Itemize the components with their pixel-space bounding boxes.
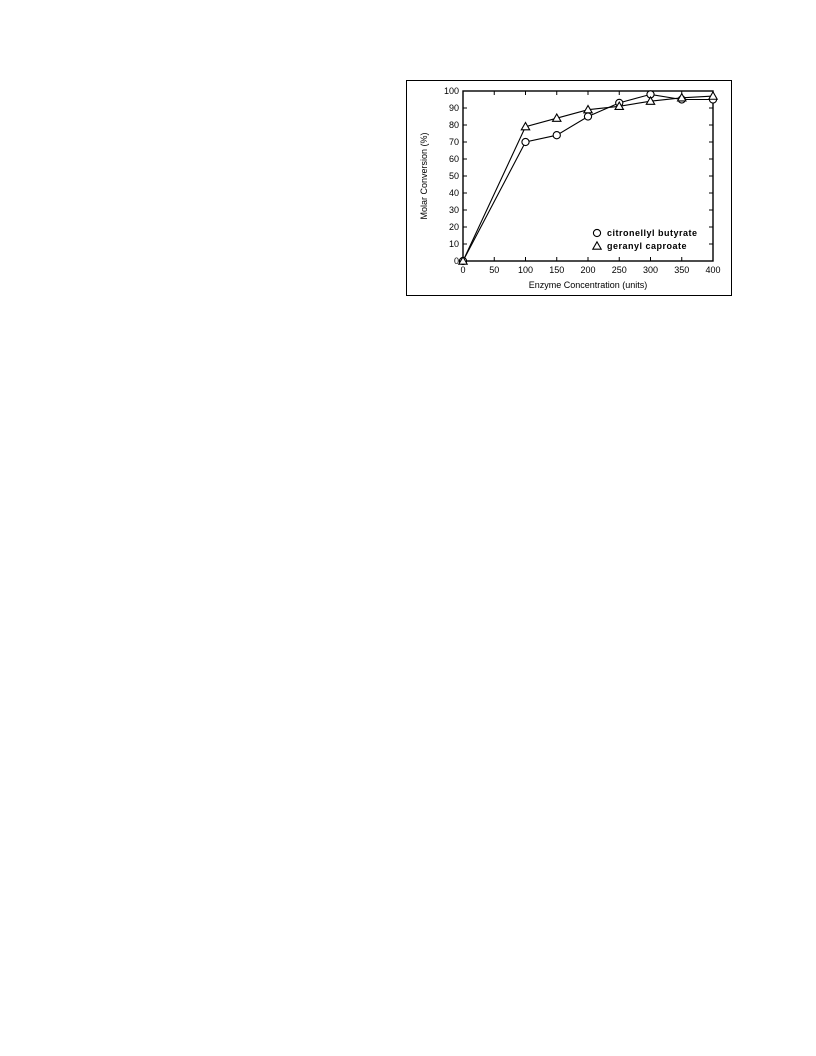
y-tick-label: 80 [448, 120, 459, 130]
legend-marker-triangle [593, 242, 601, 249]
x-axis-label: Enzyme Concentration (units) [528, 280, 648, 290]
y-tick-label: 40 [448, 188, 459, 198]
legend-marker-circle [593, 229, 600, 236]
y-tick-label: 30 [448, 205, 459, 215]
line-chart [407, 81, 733, 297]
x-tick-label: 350 [674, 265, 690, 275]
y-tick-label: 0 [453, 256, 459, 266]
x-tick-label: 400 [705, 265, 721, 275]
data-point-triangle [709, 92, 717, 99]
y-tick-label: 10 [448, 239, 459, 249]
x-tick-label: 0 [460, 265, 466, 275]
y-axis-label: Molar Conversion (%) [419, 132, 429, 220]
series-markers-circle [459, 91, 716, 265]
x-tick-label: 250 [611, 265, 627, 275]
data-point-circle [584, 113, 591, 120]
x-tick-label: 50 [489, 265, 500, 275]
y-tick-label: 50 [448, 171, 459, 181]
series [459, 91, 717, 265]
legend-label: citronellyl butyrate [607, 228, 698, 238]
y-tick-label: 100 [443, 86, 459, 96]
data-point-circle [553, 132, 560, 139]
y-tick-label: 90 [448, 103, 459, 113]
x-tick-label: 150 [549, 265, 565, 275]
y-tick-label: 70 [448, 137, 459, 147]
y-tick-label: 20 [448, 222, 459, 232]
x-tick-label: 200 [580, 265, 596, 275]
legend-label: geranyl caproate [607, 241, 688, 251]
y-tick-label: 60 [448, 154, 459, 164]
figure-frame [406, 80, 732, 296]
legend [593, 228, 698, 251]
x-tick-label: 100 [517, 265, 534, 275]
x-tick-label: 300 [642, 265, 659, 275]
data-point-circle [522, 138, 529, 145]
